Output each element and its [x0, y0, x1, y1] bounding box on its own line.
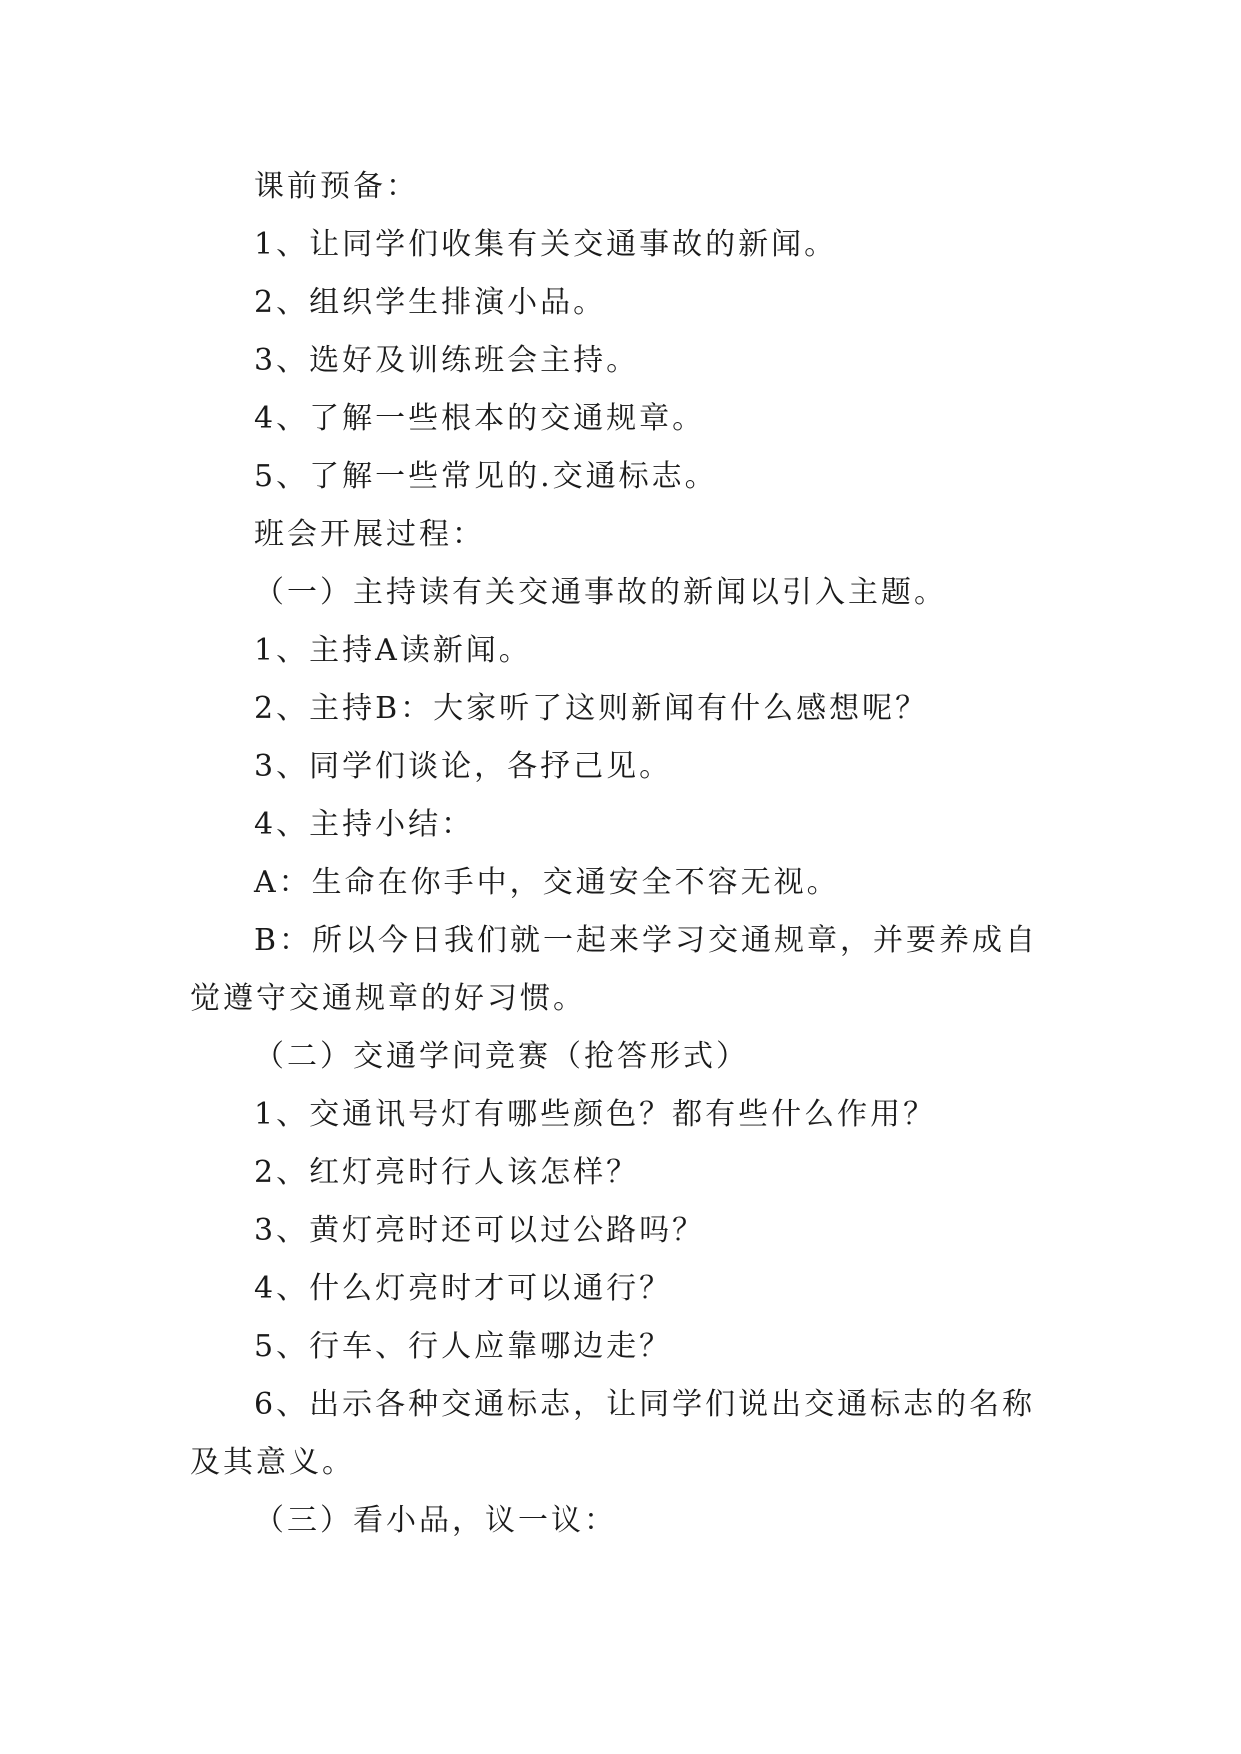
paragraph: 4、了解一些根本的交通规章。 — [254, 401, 706, 436]
paragraph: 1、主持A读新闻。 — [254, 633, 532, 668]
paragraph: 1、让同学们收集有关交通事故的新闻。 — [254, 227, 838, 262]
paragraph: 4、主持小结： — [254, 807, 475, 842]
paragraph: （一）主持读有关交通事故的新闻以引入主题。 — [254, 575, 947, 610]
paragraph: 4、什么灯亮时才可以通行？ — [254, 1271, 673, 1306]
paragraph: 课前预备： — [254, 169, 419, 204]
paragraph: 班会开展过程： — [254, 517, 485, 552]
paragraph: 1、交通讯号灯有哪些颜色？都有些什么作用？ — [254, 1097, 937, 1132]
paragraph: 2、主持B：大家听了这则新闻有什么感想呢？ — [254, 691, 929, 726]
document-page — [190, 158, 1052, 1550]
paragraph: 3、选好及训练班会主持。 — [254, 343, 640, 378]
paragraph: 6、出示各种交通标志，让同学们说出交通标志的名称及其意义。 — [190, 1387, 1036, 1480]
paragraph: B：所以今日我们就一起来学习交通规章，并要养成自觉遵守交通规章的好习惯。 — [190, 923, 1039, 1016]
paragraph: 2、红灯亮时行人该怎样？ — [254, 1155, 640, 1190]
paragraph: 5、了解一些常见的.交通标志。 — [254, 459, 718, 494]
paragraph: 5、行车、行人应靠哪边走？ — [254, 1329, 673, 1364]
paragraph: 3、黄灯亮时还可以过公路吗？ — [254, 1213, 706, 1248]
paragraph: （二）交通学问竞赛（抢答形式） — [254, 1039, 749, 1074]
paragraph: 2、组织学生排演小品。 — [254, 285, 607, 320]
paragraph: 3、同学们谈论，各抒己见。 — [254, 749, 673, 784]
paragraph: A：生命在你手中，交通安全不容无视。 — [254, 865, 840, 900]
paragraph: （三）看小品，议一议： — [254, 1503, 617, 1538]
